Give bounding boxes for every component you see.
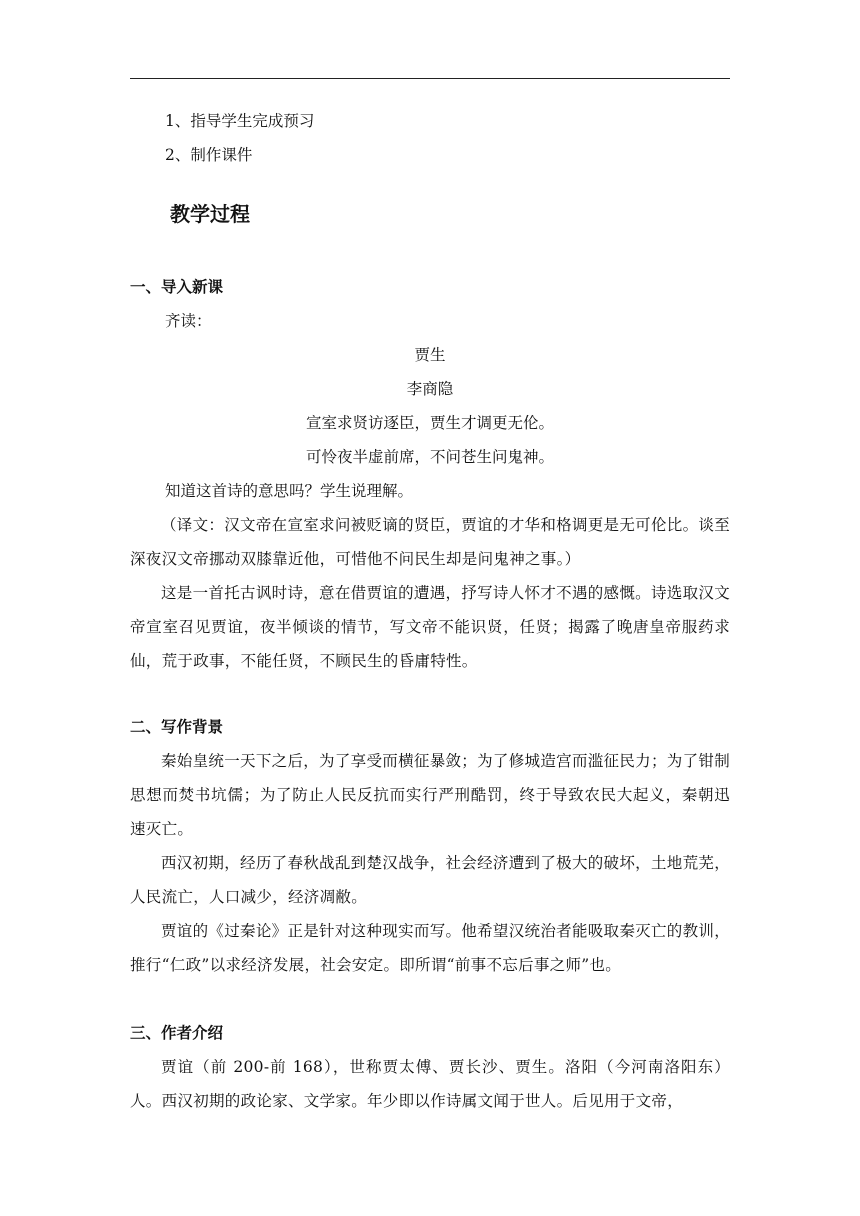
poem-line-2: 可怜夜半虚前席，不问苍生问鬼神。 [305,448,554,466]
header-rule [130,78,730,79]
background-paragraph-1: 秦始皇统一天下之后，为了享受而横征暴敛；为了修城造宫而滥征民力；为了钳制思想而焚书坑儒；为了防止人民反抗而实行严刑酷罚，终于导致农民大起义，秦朝迅速灭亡。 [130,752,730,838]
reading-instruction: 齐读： [165,312,212,330]
section-heading-background: 二、写作背景 [130,718,224,736]
prep-item-2: 2、制作课件 [165,146,253,164]
prep-item-1: 1、指导学生完成预习 [165,112,315,130]
question-text: 知道这首诗的意思吗？学生说理解。 [165,482,414,500]
section-heading-intro: 一、导入新课 [130,278,224,296]
background-paragraph-3: 贾谊的《过秦论》正是针对这种现实而写。他希望汉统治者能吸取秦灭亡的教训，推行“仁政”以求经济发展，社会安定。即所谓“前事不忘后事之师”也。 [130,922,730,974]
poem-author: 李商隐 [406,380,454,398]
section-title-process: 教学过程 [170,202,250,226]
section-heading-author: 三、作者介绍 [130,1024,224,1042]
poem-title: 贾生 [414,346,446,364]
analysis-paragraph: 这是一首托古讽时诗，意在借贾谊的遭遇，抒写诗人怀才不遇的感慨。诗选取汉文帝宣室召见贾谊，夜半倾谈的情节，写文帝不能识贤，任贤；揭露了晚唐皇帝服药求仙，荒于政事，不能任贤，不顾民生的昏庸特性。 [130,584,730,670]
author-paragraph-1: 贾谊（前 200-前 168），世称贾太傅、贾长沙、贾生。洛阳（今河南洛阳东）人。西汉初期的政论家、文学家。年少即以作诗属文闻于世人。后见用于文帝， [130,1058,730,1110]
poem-line-1: 宣室求贤访逐臣，贾生才调更无伦。 [305,414,554,432]
background-paragraph-2: 西汉初期，经历了春秋战乱到楚汉战争，社会经济遭到了极大的破坏，土地荒芜，人民流亡，人口减少，经济凋敝。 [130,854,730,906]
translation-paragraph: （译文：汉文帝在宣室求问被贬谪的贤臣，贾谊的才华和格调更是无可伦比。谈至深夜汉文帝挪动双膝靠近他，可惜他不问民生却是问鬼神之事。） [130,516,730,568]
